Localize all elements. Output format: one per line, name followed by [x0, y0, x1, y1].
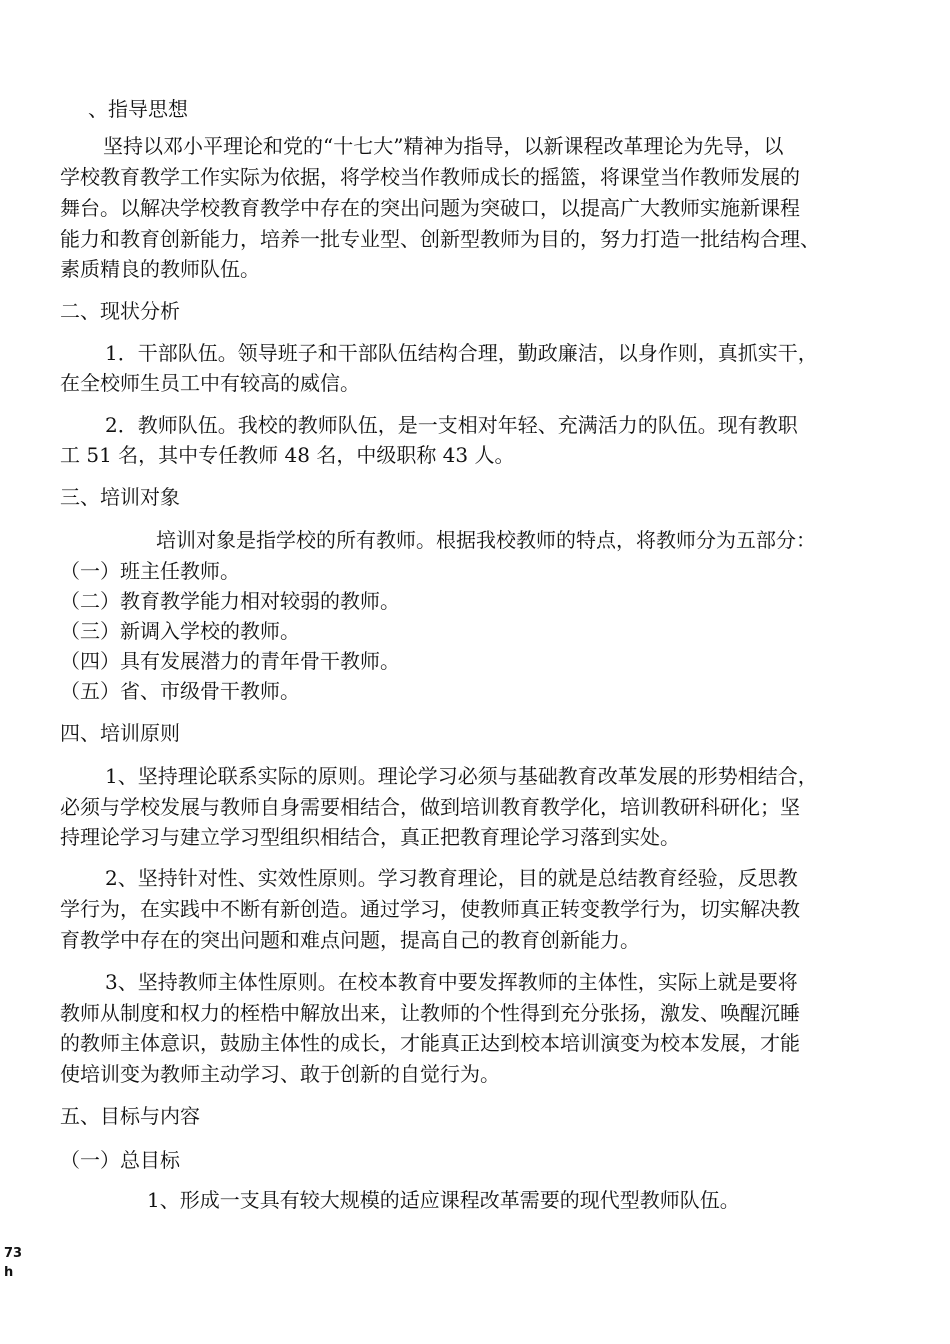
section3-item-4: （四）具有发展潜力的青年骨干教师。: [60, 649, 400, 673]
section1-heading: 、指导思想: [88, 97, 188, 121]
section4-p1-line-1: 1、坚持理论联系实际的原则。理论学习必须与基础教育改革发展的形势相结合，: [105, 764, 818, 788]
section2-item1-line-2: 在全校师生员工中有较高的威信。: [60, 371, 360, 395]
section4-p1-line-3: 持理论学习与建立学习型组织相结合，真正把教育理论学习落到实处。: [60, 825, 680, 849]
section3-heading: 三、培训对象: [60, 485, 180, 509]
section4-p3-line-3: 的教师主体意识，鼓励主体性的成长，才能真正达到校本培训演变为校本发展，才能: [60, 1031, 800, 1055]
section4-p2-line-3: 育教学中存在的突出问题和难点问题，提高自己的教育创新能力。: [60, 928, 640, 952]
section1-line-5: 素质精良的教师队伍。: [60, 257, 260, 281]
section5-heading: 五、目标与内容: [60, 1104, 200, 1128]
section4-heading: 四、培训原则: [60, 721, 180, 745]
section3-item-5: （五）省、市级骨干教师。: [60, 679, 300, 703]
section3-item-1: （一）班主任教师。: [60, 559, 240, 583]
section4-p2-line-2: 学行为，在实践中不断有新创造。通过学习，使教师真正转变教学行为，切实解决教: [60, 897, 800, 921]
section4-p3-line-4: 使培训变为教师主动学习、敢于创新的自觉行为。: [60, 1062, 500, 1086]
section3-item-2: （二）教育教学能力相对较弱的教师。: [60, 589, 400, 613]
section4-p1-line-2: 必须与学校发展与教师自身需要相结合，做到培训教育教学化，培训教研科研化；坚: [60, 795, 800, 819]
section1-line-3: 舞台。以解决学校教育教学中存在的突出问题为突破口，以提高广大教师实施新课程: [60, 196, 800, 220]
section2-item1-line-1: 1．干部队伍。领导班子和干部队伍结构合理，勤政廉洁，以身作则，真抓实干，: [105, 341, 818, 365]
section4-p3-line-2: 教师从制度和权力的桎梏中解放出来，让教师的个性得到充分张扬，激发、唤醒沉睡: [60, 1001, 800, 1025]
section2-item2-line-2: 工 51 名，其中专任教师 48 名，中级职称 43 人。: [60, 443, 515, 467]
section3-intro: 培训对象是指学校的所有教师。根据我校教师的特点，将教师分为五部分：: [156, 528, 816, 552]
section2-heading: 二、现状分析: [60, 299, 180, 323]
section3-item-3: （三）新调入学校的教师。: [60, 619, 300, 643]
section1-line-2: 学校教育教学工作实际为依据，将学校当作教师成长的摇篮，将课堂当作教师发展的: [60, 165, 800, 189]
margin-note-line-2: h: [4, 1265, 14, 1280]
section1-line-4: 能力和教育创新能力，培养一批专业型、创新型教师为目的，努力打造一批结构合理、: [60, 227, 820, 251]
section4-p2-line-1: 2、坚持针对性、实效性原则。学习教育理论，目的就是总结教育经验，反思教: [105, 866, 798, 890]
section5-subheading: （一）总目标: [60, 1148, 180, 1172]
section4-p3-line-1: 3、坚持教师主体性原则。在校本教育中要发挥教师的主体性，实际上就是要将: [105, 970, 798, 994]
section2-item2-line-1: 2．教师队伍。我校的教师队伍，是一支相对年轻、充满活力的队伍。现有教职: [105, 413, 798, 437]
section1-line-1: 坚持以邓小平理论和党的“十七大”精神为指导，以新课程改革理论为先导，以: [103, 134, 784, 158]
margin-note-line-1: 73: [4, 1246, 23, 1261]
section5-goal-1: 1、形成一支具有较大规模的适应课程改革需要的现代型教师队伍。: [147, 1188, 740, 1212]
